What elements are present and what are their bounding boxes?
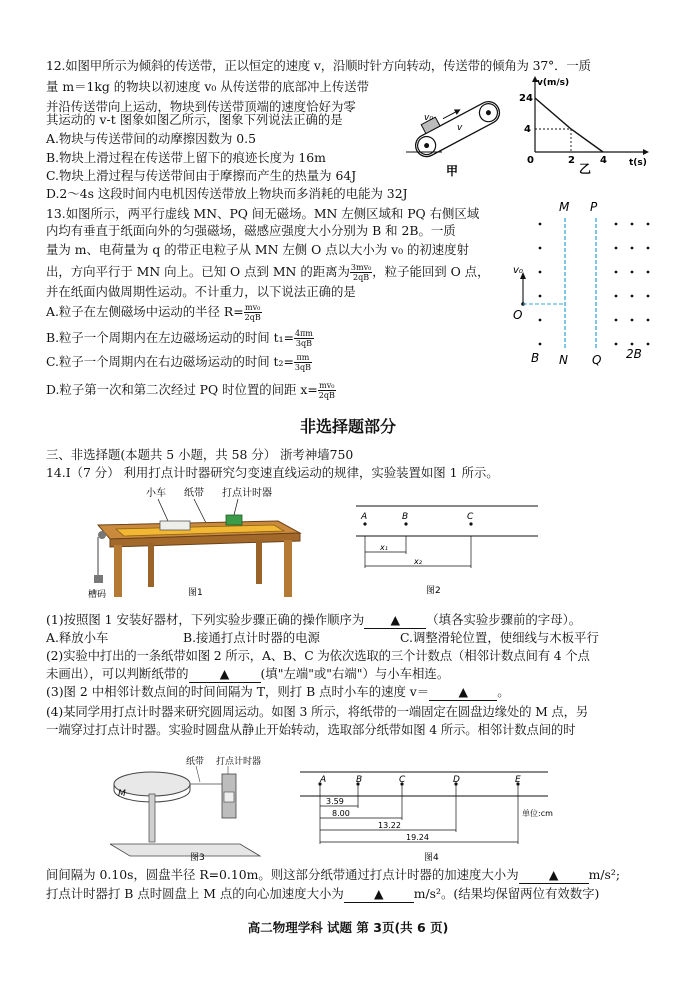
fig4-label-A: A (320, 775, 327, 785)
fig4-label-C: C (399, 775, 406, 785)
fig4-label-D: D (453, 775, 460, 785)
figure-3-caption: 图3 (190, 853, 205, 862)
answer-blank-3[interactable]: ▲ (429, 684, 497, 701)
q13-line2: 内均有垂直于纸面向外的匀强磁场，磁感应强度大小分别为 B 和 2B。一质 (46, 223, 456, 238)
fig3-label-tape: 纸带 (186, 757, 205, 767)
figure-yi-caption: 乙 (579, 162, 592, 174)
vt-graph-figure (515, 74, 655, 174)
q12-option-a: A.物块与传送带间的动摩擦因数为 0.5 (46, 131, 256, 146)
label-weight: 槽码 (88, 590, 107, 600)
magnetic-field-figure (512, 198, 662, 368)
q12-option-c: C.物块上滑过程与传送带间由于摩擦而产生的热量为 64J (46, 168, 357, 183)
q13-line3: 量为 m、电荷量为 q 的带正电粒子从 MN 左侧 O 点以大小为 v₀ 的初速度射 (46, 242, 469, 257)
q13-option-c: C.粒子一个周期内在右边磁场运动的时间 t₂= $\frac{\pi m}{3qB}$ (46, 353, 311, 372)
fig4-label-B: B (356, 775, 363, 785)
label-timer: 打点计时器 (222, 488, 272, 499)
label-B: B (531, 351, 540, 365)
q14-part1-option-b: B.接通打点计时器的电源 (183, 630, 320, 645)
tape-label-B: B (402, 512, 409, 522)
fig3-label-timer: 打点计时器 (216, 757, 262, 767)
origin-label: 0 (527, 155, 534, 166)
label-2B: 2B (626, 347, 642, 361)
x-axis-label: t(s) (629, 158, 647, 168)
fig4-dist-1: 3.59 (326, 797, 344, 806)
label-v0-arrow: v₀ (513, 265, 523, 276)
fig4-dist-2: 8.00 (332, 809, 350, 818)
answer-blank-4[interactable]: ▲ (519, 867, 589, 884)
q13-option-d: D.粒子第一次和第二次经过 PQ 时位置的间距 x= $\frac{\text{mv₀}}{2qB}$ (46, 381, 335, 400)
q13-line4 (46, 263, 489, 282)
answer-blank-5[interactable]: ▲ (344, 886, 414, 903)
figure-jia-caption: 甲 (446, 164, 459, 178)
fig4-label-E: E (515, 775, 521, 785)
tape-label-C: C (467, 512, 474, 522)
q14-part4-line4: 打点计时器打 B 点时圆盘上 M 点的向心加速度大小为 ▲ m/s²。(结果均保留两位有效数字) (46, 886, 600, 901)
q14-part4-line2: 一端穿过打点计时器。实验时圆盘从静止开始转动，选取部分纸带如图 4 所示。相邻计数点间的时 (46, 722, 576, 737)
part3-heading: 三、非选择题(本题共 5 小题，共 58 分） 浙考神墙750 (46, 447, 354, 462)
answer-blank-1[interactable]: ▲ (364, 612, 426, 629)
tape-label-x2: x₂ (414, 557, 422, 566)
q13-line1: 13.如图所示，两平行虚线 MN、PQ 间无磁场。MN 左侧区域和 PQ 右侧区域 (46, 206, 480, 221)
tape-label-A: A (361, 512, 368, 522)
q14-part2-line1: (2)实验中打出的一条纸带如图 2 所示，A、B、C 为依次选取的三个计数点（相邻计数点间有 4 个点 (46, 648, 590, 663)
q14-part1-option-a: A.释放小车 (46, 630, 109, 645)
fig4-dist-4: 19.24 (406, 833, 429, 842)
q12-line1: 12.如图甲所示为倾斜的传送带，正以恒定的速度 v，沿顺时针方向转动，传送带的倾角为 37°．一质 (46, 58, 591, 73)
q14-part2-line2: 未画出），可以判断纸带的 ▲ (填"左端"或"右端"）与小车相连。 (46, 666, 450, 681)
conveyor-belt-figure (402, 80, 514, 178)
y-axis-label: v(m/s) (537, 78, 570, 88)
label-P: P (590, 200, 598, 214)
label-v0: v₀ (424, 113, 433, 123)
label-v: v (457, 123, 463, 133)
q14-intro: 14.Ⅰ（7 分） 利用打点计时器研究匀变速直线运动的规律，实验装置如图 1 所示。 (46, 465, 499, 480)
y-tick-24: 24 (519, 93, 533, 104)
tape-figure-2 (352, 500, 542, 600)
label-tape: 纸带 (184, 488, 204, 499)
q14-part4-line1: (4)某同学用打点计时器来研究圆周运动。如图 3 所示，将纸带的一端固定在圆盘边缘处的 M 点，另 (46, 704, 589, 719)
tape-label-x1: x₁ (380, 543, 388, 552)
q14-part3: (3)图 2 中相邻计数点间的时间间隔为 T，则打 B 点时小车的速度 v＝ ▲ 。 (46, 684, 510, 699)
page-footer: 高二物理学科 试题 第 3页(共 6 页) (247, 920, 449, 935)
fig4-unit: 单位:cm (522, 809, 553, 818)
figure-2-caption: 图2 (426, 586, 441, 596)
q12-line4: 其运动的 v-t 图象如图乙所示，图象下列说法正确的是 (46, 112, 343, 127)
label-M: M (559, 200, 570, 214)
section-title: 非选择题部分 (299, 417, 396, 436)
label-cart: 小车 (146, 488, 166, 499)
y-tick-4: 4 (524, 124, 531, 135)
fig4-dist-3: 13.22 (378, 821, 401, 830)
fig3-label-M: M (118, 789, 126, 799)
q12-option-b: B.物块上滑过程在传送带上留下的痕迹长度为 16m (46, 150, 326, 165)
q13-line4-text: 出，方向平行于 MN 向上。已知 O 点到 MN 的距离为 (46, 264, 350, 279)
q12-line2: 量 m＝1kg 的物块以初速度 v₀ 从传送带的底部冲上传送带 (46, 79, 369, 94)
label-Q: Q (592, 353, 602, 367)
tape-figure-4 (296, 768, 558, 864)
figure-1-caption: 图1 (188, 588, 203, 598)
q13-line5: 并在纸面内做周期性运动。不计重力，以下说法正确的是 (46, 284, 356, 299)
q13-option-a: A.粒子在左侧磁场中运动的半径 R= $\frac{\text{mv₀}}{2qB}$ (46, 303, 261, 322)
distance-fraction: $\frac{\text{3mv₀}}{2qB}$ (350, 263, 372, 282)
q13-option-b: B.粒子一个周期内在左边磁场运动的时间 t₁= $\frac{4\pi m}{3qB}$ (46, 329, 313, 348)
q12-line3: 并沿传送带向上运动，物块到传送带顶端的速度恰好为零 (46, 99, 356, 114)
q14-part1-option-c: C.调整滑轮位置，使细线与木板平行 (400, 630, 599, 645)
label-N: N (559, 353, 568, 367)
q14-part4-line3: 间间隔为 0.10s，圆盘半径 R=0.10m。则这部分纸带通过打点计时器的加速度大小为 ▲ m/s²; (46, 867, 621, 882)
answer-blank-2[interactable]: ▲ (189, 666, 261, 683)
q13-line4-tail: ，粒子能回到 O 点， (372, 264, 490, 279)
q14-part1: (1)按照图 1 安装好器材，下列实验步骤正确的操作顺序为 ▲ （填各实验步骤前的字母）。 (46, 612, 582, 627)
apparatus-figure-1 (88, 485, 314, 605)
label-O: O (513, 308, 523, 322)
rotating-disk-figure-3 (110, 752, 280, 862)
figure-4-caption: 图4 (424, 853, 439, 863)
x-tick-2: 2 (568, 155, 575, 166)
q12-option-d: D.2～4s 这段时间内电机因传送带放上物块而多消耗的电能为 32J (46, 186, 408, 201)
x-tick-4: 4 (600, 155, 607, 166)
